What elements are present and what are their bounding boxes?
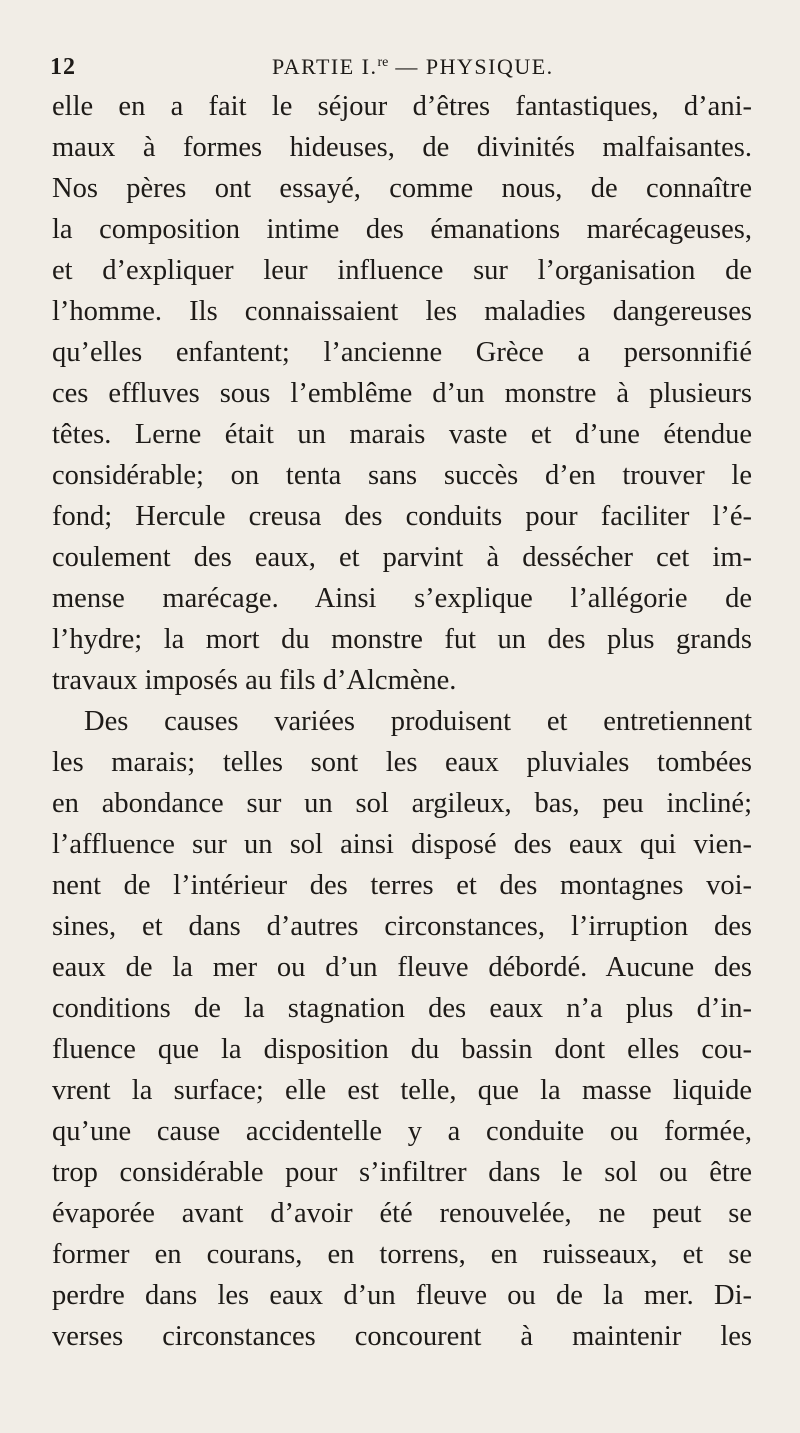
text-line: Des causes variées produisent et entretiennent	[84, 706, 752, 737]
text-line: eaux de la mer ou d’un fleuve débordé. Aucune des	[52, 952, 752, 983]
text-line: Nos pères ont essayé, comme nous, de connaître	[52, 173, 752, 204]
paragraph-2	[52, 701, 752, 1357]
text-line: évaporée avant d’avoir été renouvelée, ne peut se	[52, 1198, 752, 1229]
text-line: sines, et dans d’autres circonstances, l’irruption des	[52, 911, 752, 942]
text-line: nent de l’intérieur des terres et des montagnes voi-	[52, 870, 752, 901]
text-line: la composition intime des émanations marécageuses,	[52, 214, 752, 245]
text-line: elle en a fait le séjour d’êtres fantastiques, d’ani-	[52, 91, 752, 122]
running-head	[50, 54, 740, 88]
text-line: perdre dans les eaux d’un fleuve ou de la mer. Di-	[52, 1280, 752, 1311]
text-line: qu’elles enfantent; l’ancienne Grèce a personnifié	[52, 337, 752, 368]
text-line: mense marécage. Ainsi s’explique l’allégorie de	[52, 583, 752, 614]
section-title-suffix: — PHYSIQUE.	[388, 54, 554, 79]
text-line: maux à formes hideuses, de divinités malfaisantes.	[52, 132, 752, 163]
text-line: fluence que la disposition du bassin dont elles cou-	[52, 1034, 752, 1065]
section-title-prefix: PARTIE I.	[272, 54, 378, 79]
text-line: coulement des eaux, et parvint à dessécher cet im-	[52, 542, 752, 573]
section-title-ordinal: re	[377, 55, 389, 70]
paragraph-1	[52, 86, 752, 701]
page-number: 12	[50, 54, 76, 80]
text-line: vrent la surface; elle est telle, que la masse liquide	[52, 1075, 752, 1106]
text-line: conditions de la stagnation des eaux n’a plus d’in-	[52, 993, 752, 1024]
text-line: l’hydre; la mort du monstre fut un des plus grands	[52, 624, 752, 655]
text-line: têtes. Lerne était un marais vaste et d’une étendue	[52, 419, 752, 450]
text-line: ces effluves sous l’emblême d’un monstre à plusieurs	[52, 378, 752, 409]
text-line: l’affluence sur un sol ainsi disposé des eaux qui vien-	[52, 829, 752, 860]
text-line: trop considérable pour s’infiltrer dans le sol ou être	[52, 1157, 752, 1188]
text-line: verses circonstances concourent à maintenir les	[52, 1321, 752, 1352]
text-line: considérable; on tenta sans succès d’en trouver le	[52, 460, 752, 491]
text-line: travaux imposés au fils d’Alcmène.	[52, 665, 457, 696]
text-line: et d’expliquer leur influence sur l’organisation de	[52, 255, 752, 286]
text-line: en abondance sur un sol argileux, bas, peu incliné;	[52, 788, 752, 819]
text-line: les marais; telles sont les eaux pluviales tombées	[52, 747, 752, 778]
text-line: qu’une cause accidentelle y a conduite ou formée,	[52, 1116, 752, 1147]
text-line: former en courans, en torrens, en ruisseaux, et se	[52, 1239, 752, 1270]
text-line: fond; Hercule creusa des conduits pour faciliter l’é-	[52, 501, 752, 532]
text-line: l’homme. Ils connaissaient les maladies dangereuses	[52, 296, 752, 327]
body-text	[52, 86, 752, 1357]
section-title	[272, 54, 554, 80]
